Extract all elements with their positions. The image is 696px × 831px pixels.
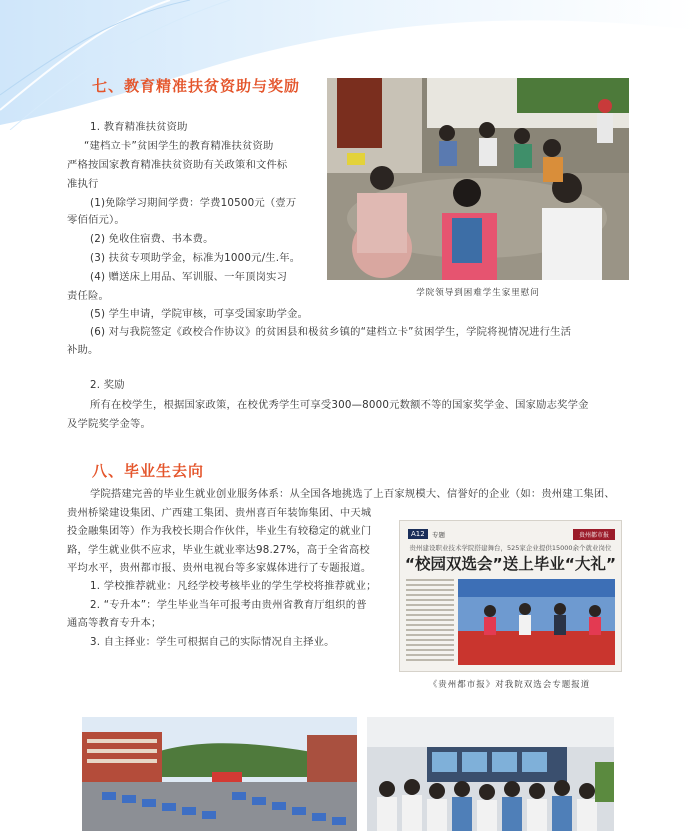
section-7-title: 七、教育精准扶贫资助与奖励 bbox=[92, 77, 301, 95]
s7-text: 准执行 bbox=[67, 178, 99, 190]
s7-text: 所有在校学生，根据国家政策，在校优秀学生可享受300—8000元数额不等的国家奖学金、国家励志奖学金 bbox=[90, 399, 589, 411]
s7-item-3: (3) 扶贫专项助学金，标准为1000元/生.年。 bbox=[90, 252, 301, 264]
s7-item-4: (4) 赠送床上用品、军训服、一年顶岗实习 bbox=[90, 271, 288, 283]
s7-item-5: (5) 学生申请，学院审核，可享受国家助学金。 bbox=[90, 308, 309, 320]
s8-item-1: 1. 学校推荐就业：凡经学校考核毕业的学生学校将推荐就业； bbox=[90, 580, 377, 592]
s7-text: 严格按国家教育精准扶贫资助有关政策和文件标 bbox=[67, 159, 288, 171]
s8-text: 投金融集团等）作为我校长期合作伙伴，毕业生有较稳定的就业门 bbox=[67, 525, 372, 537]
newspaper-caption: 《贵州都市报》对我院双选会专题报道 bbox=[428, 680, 591, 690]
s8-text: 贵州桥梁建设集团、广西建工集团、贵州喜百年装饰集团、中天城 bbox=[67, 507, 372, 519]
visit-photo bbox=[327, 78, 629, 280]
s7-item-6: 补助。 bbox=[67, 344, 99, 356]
newspaper-corner-label: 贵州都市报 bbox=[573, 529, 615, 540]
newspaper-subheadline: 贵州建设职业技术学院搭建舞台，525家企业提供15000余个就业岗位 bbox=[409, 544, 612, 552]
s7-item-1: (1)免除学习期间学费：学费10500元（壹万 bbox=[90, 197, 297, 209]
s7-text: “建档立卡”贫困学生的教育精准扶贫资助 bbox=[84, 140, 274, 152]
newspaper-headline: “校园双选会”送上毕业“大礼” bbox=[404, 555, 617, 573]
newspaper-clipping bbox=[399, 520, 622, 672]
s7-subhead-2: 2. 奖励 bbox=[90, 379, 125, 391]
s8-text: 平均水平，贵州都市报、贵州电视台等多家媒体进行了专题报道。 bbox=[67, 562, 372, 574]
s8-item-2: 通高等教育专升本； bbox=[67, 617, 162, 629]
s7-item-2: (2) 免收住宿费、书本费。 bbox=[90, 233, 214, 245]
s8-item-2: 2. “专升本”：学生毕业当年可报考由贵州省教育厅组织的普 bbox=[90, 599, 367, 611]
students-crowd-photo bbox=[367, 717, 614, 831]
job-fair-aerial-photo bbox=[82, 717, 357, 831]
s7-item-6: (6) 对与我院签定《政校合作协议》的贫困县和极贫乡镇的“建档立卡”贫困学生，学院将视情况进行生活 bbox=[90, 326, 572, 338]
section-8-title: 八、毕业生去向 bbox=[92, 462, 205, 480]
visit-photo-caption: 学院领导到困难学生家里慰问 bbox=[416, 288, 540, 298]
s7-item-1: 零佰佰元）。 bbox=[67, 214, 125, 226]
s7-item-4: 责任险。 bbox=[67, 290, 109, 302]
newspaper-page-tag: A12 bbox=[408, 529, 428, 539]
s8-text: 学院搭建完善的毕业生就业创业服务体系：从全国各地挑选了上百家规模大、信誉好的企业（如：贵州建工集团、 bbox=[90, 488, 615, 500]
newspaper-section-label: 专题 bbox=[432, 531, 445, 539]
s7-subhead-1: 1. 教育精准扶贫资助 bbox=[90, 121, 188, 133]
s8-item-3: 3. 自主择业：学生可根据自己的实际情况自主择业。 bbox=[90, 636, 335, 648]
s8-text: 路，学生就业供不应求，毕业生就业率达98.27%，高于全省高校 bbox=[67, 544, 370, 556]
s7-text: 及学院奖学金等。 bbox=[67, 418, 151, 430]
